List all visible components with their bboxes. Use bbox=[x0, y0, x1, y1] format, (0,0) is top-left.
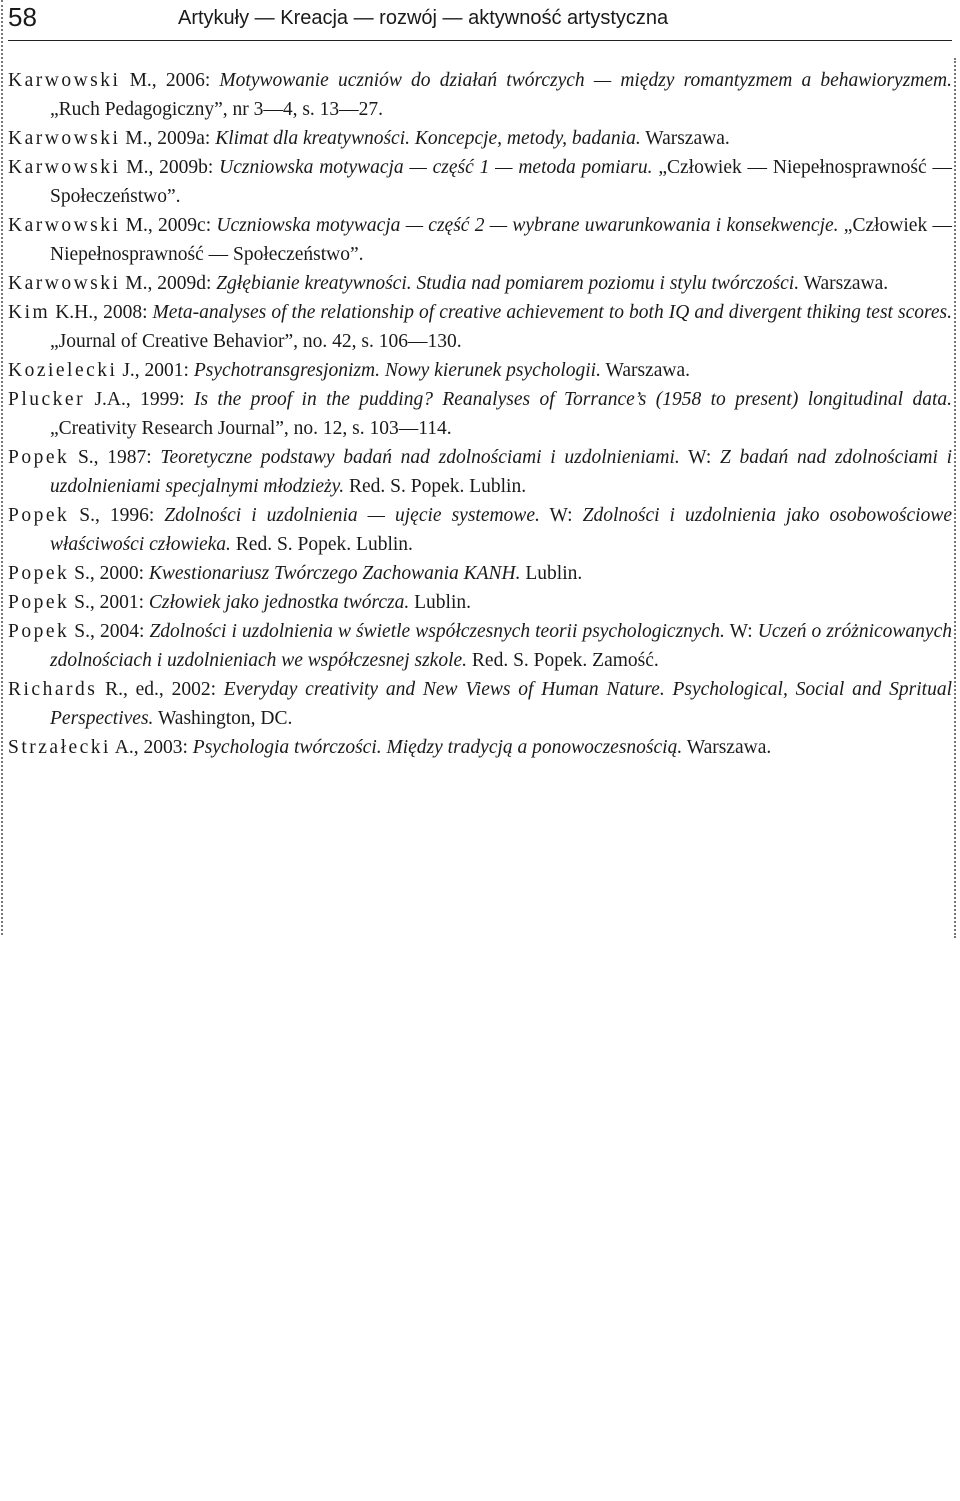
entry-author: Popek bbox=[8, 505, 70, 526]
entry-title: Zdolności i uzdolnienia — ujęcie systemowe. bbox=[164, 505, 540, 526]
bibliography-entry bbox=[8, 153, 952, 211]
entry-title: Everyday creativity and New Views of Human Nature. Psychological, Social and Spritual Perspectives. bbox=[50, 679, 952, 729]
entry-author: Popek bbox=[8, 592, 70, 613]
bibliography-entry bbox=[8, 443, 952, 501]
entry-publication: Lublin. bbox=[520, 563, 583, 584]
right-dotted-margin-line bbox=[954, 58, 956, 938]
entry-details: K.H., 2008: bbox=[50, 302, 153, 323]
bibliography-list bbox=[8, 66, 952, 762]
entry-author: Popek bbox=[8, 563, 70, 584]
entry-in-label: W: bbox=[679, 447, 720, 468]
entry-publication: Warszawa. bbox=[682, 737, 772, 758]
entry-title: Is the proof in the pudding? Reanalyses of Torrance’s (1958 to present) longitudinal data. bbox=[193, 389, 952, 410]
entry-in-label: W: bbox=[724, 621, 758, 642]
bibliography-entry bbox=[8, 733, 952, 762]
entry-book-title: Uczeń o zróżnicowanych zdolnościach i uzdolnieniach we współczesnej szkole. bbox=[50, 621, 952, 671]
entry-details: A., 2003: bbox=[110, 737, 193, 758]
page-number: 58 bbox=[8, 2, 37, 32]
entry-title: Człowiek jako jednostka twórcza. bbox=[148, 592, 410, 613]
entry-details: M., 2009d: bbox=[120, 273, 217, 294]
bibliography-entry bbox=[8, 269, 952, 298]
entry-author: Kozielecki bbox=[8, 360, 118, 381]
entry-author: Popek bbox=[8, 447, 70, 468]
entry-details: S., 1987: bbox=[69, 447, 161, 468]
entry-author: Karwowski bbox=[8, 157, 121, 178]
bibliography-entry bbox=[8, 501, 952, 559]
entry-publication: Red. S. Popek. Zamość. bbox=[467, 650, 659, 671]
entry-publication: Warszawa. bbox=[640, 128, 730, 149]
entry-title: Motywowanie uczniów do działań twórczych — między romantyzmem a behawioryzmem. bbox=[219, 70, 952, 91]
entry-publication: Lublin. bbox=[409, 592, 471, 613]
entry-details: M., 2009a: bbox=[120, 128, 216, 149]
entry-author: Karwowski bbox=[8, 70, 121, 91]
running-title: Artykuły — Kreacja — rozwój — aktywność artystyczna bbox=[178, 7, 669, 29]
entry-author: Popek bbox=[8, 621, 70, 642]
entry-author: Karwowski bbox=[8, 128, 121, 149]
entry-in-label: W: bbox=[539, 505, 583, 526]
left-dotted-margin-line bbox=[1, 0, 3, 935]
entry-details: R., ed., 2002: bbox=[97, 679, 224, 700]
bibliography-entry bbox=[8, 211, 952, 269]
entry-book-title: Zdolności i uzdolnienia jako osobowościowe właściwości człowieka. bbox=[50, 505, 952, 555]
entry-publication: „Journal of Creative Behavior”, no. 42, s. 106—130. bbox=[50, 331, 462, 352]
entry-author: Kim bbox=[8, 302, 51, 323]
bibliography-entry bbox=[8, 617, 952, 675]
entry-author: Karwowski bbox=[8, 273, 121, 294]
bibliography-entry bbox=[8, 124, 952, 153]
entry-publication: „Człowiek — Niepełnosprawność — Społeczeństwo”. bbox=[50, 215, 952, 265]
entry-details: J.A., 1999: bbox=[85, 389, 194, 410]
entry-details: M., 2006: bbox=[120, 70, 220, 91]
entry-publication: „Człowiek — Niepełnosprawność — Społeczeństwo”. bbox=[50, 157, 952, 207]
bibliography-entry bbox=[8, 298, 952, 356]
entry-publication: „Creativity Research Journal”, no. 12, s. 103—114. bbox=[50, 418, 452, 439]
entry-book-title: Z badań nad zdolnościami i uzdolnieniami specjalnymi młodzieży. bbox=[50, 447, 953, 497]
entry-details: S., 2001: bbox=[69, 592, 149, 613]
entry-details: S., 2000: bbox=[69, 563, 149, 584]
bibliography-entry bbox=[8, 385, 952, 443]
entry-author: Richards bbox=[8, 679, 98, 700]
entry-details: M., 2009b: bbox=[120, 157, 220, 178]
entry-details: S., 1996: bbox=[69, 505, 165, 526]
entry-title: Teoretyczne podstawy badań nad zdolnościami i uzdolnieniami. bbox=[160, 447, 680, 468]
entry-title: Psychologia twórczości. Między tradycją a ponowoczesnością. bbox=[192, 737, 683, 758]
entry-publication: Red. S. Popek. Lublin. bbox=[344, 476, 527, 497]
entry-publication: Warszawa. bbox=[799, 273, 889, 294]
entry-title: Klimat dla kreatywności. Koncepcje, metody, badania. bbox=[215, 128, 641, 149]
entry-title: Uczniowska motywacja — część 2 — wybrane uwarunkowania i konsekwencje. bbox=[216, 215, 839, 236]
entry-title: Zdolności i uzdolnienia w świetle współczesnych teorii psychologicznych. bbox=[149, 621, 725, 642]
entry-details: S., 2004: bbox=[69, 621, 150, 642]
entry-title: Kwestionariusz Twórczego Zachowania KANH. bbox=[148, 563, 521, 584]
entry-details: J., 2001: bbox=[117, 360, 194, 381]
bibliography-entry bbox=[8, 675, 952, 733]
entry-author: Karwowski bbox=[8, 215, 121, 236]
entry-title: Zgłębianie kreatywności. Studia nad pomiarem poziomu i stylu twórczości. bbox=[216, 273, 800, 294]
page-header bbox=[8, 0, 952, 41]
entry-title: Psychotransgresjonizm. Nowy kierunek psychologii. bbox=[193, 360, 601, 381]
bibliography-entry bbox=[8, 559, 952, 588]
entry-title: Meta-analyses of the relationship of creative achievement to both IQ and divergent thiking test scores. bbox=[152, 302, 952, 323]
bibliography-entry bbox=[8, 588, 952, 617]
entry-title: Uczniowska motywacja — część 1 — metoda pomiaru. bbox=[219, 157, 653, 178]
entry-publication: Washington, DC. bbox=[153, 708, 293, 729]
entry-author: Strzałecki bbox=[8, 737, 111, 758]
entry-details: M., 2009c: bbox=[120, 215, 217, 236]
entry-publication: Red. S. Popek. Lublin. bbox=[230, 534, 413, 555]
entry-publication: Warszawa. bbox=[600, 360, 690, 381]
bibliography-entry bbox=[8, 356, 952, 385]
entry-author: Plucker bbox=[8, 389, 86, 410]
bibliography-entry bbox=[8, 66, 952, 124]
entry-publication: „Ruch Pedagogiczny”, nr 3—4, s. 13—27. bbox=[50, 99, 384, 120]
